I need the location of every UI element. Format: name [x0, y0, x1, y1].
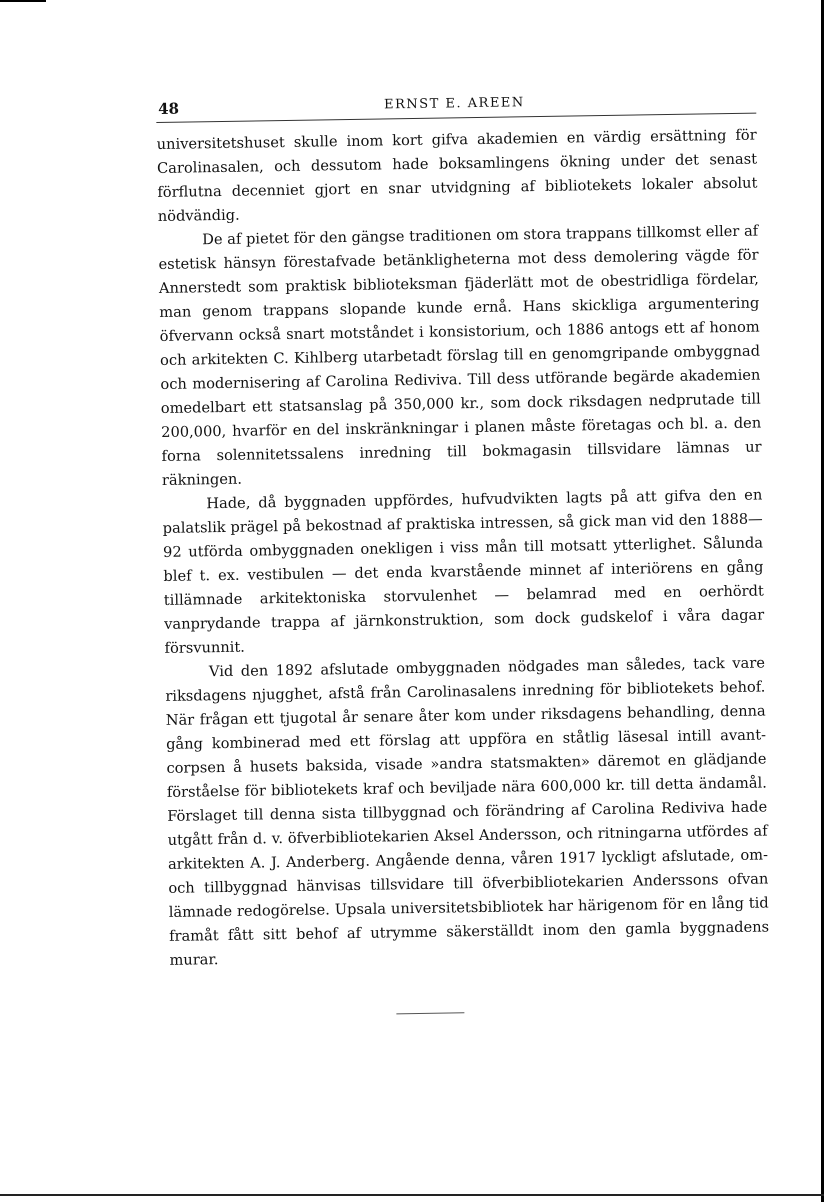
paragraph: De af pietet för den gängse traditionen om stora trappans tillkomst eller af estetisk hänsyn förestafvade betänkligheterna mot dess demolering vägde för Annerstedt som praktisk biblioteksman fjäderlätt mot de obestridliga fördelar, man genom trappans slopande kunde ernå. Hans skickliga argumentering öfvervann också snart motståndet i konsistorium, och 1886 antogs ett af honom och arkitekten C. Kihlberg utarbetadt förslag till en genomgripande ombyggnad och modernisering af Carolina Rediviva. Till dess utförande begärde akademien omedelbart ett statsanslag på 350,000 kr., som dock riksdagen nedprutade till 200,000, hvarför en del inskränkningar i planen måste företagas och bl. a. den forna solennitetssalens inredning till bokmagasin tillsvidare lämnas ur räkningen.	[158, 222, 762, 489]
paragraph-continued: universitetshuset skulle inom kort gifva akademien en värdig ersättning för Carolinasalen, och dessutom hade boksamlingens ökning under det senast förflutna decenniet gjort en snar utvidgning af bibliotekets lokaler absolut nödvändig.	[156, 126, 758, 225]
running-head: ERNST E. AREEN	[383, 95, 525, 113]
paragraph: Hade, då byggnaden uppfördes, hufvudvikten lagts på att gifva den en palatslik prägel på bekostnad af praktiska intressen, så gick man vid den 1888—92 utförda ombyggnaden onekligen i viss mån till motsatt ytterlighet. Sålunda blef t. ex. vestibulen — det enda kvarstående minnet af interiörens en gång tillämnade arkitektoniska storvulenhet — belamrad med en oerhördt vanprydande trappa af järnkonstruktion, som dock gudskelof i våra dagar försvunnit.	[162, 486, 765, 657]
body-text	[157, 124, 770, 973]
book-page	[156, 91, 770, 1018]
scan-edge-bottom	[0, 1194, 824, 1196]
paragraph: Vid den 1892 afslutade ombyggnaden nödgades man således, tack vare riksdagens njugghet, afstå från Carolinasalens inredning för bibliotekets behof. När frågan ett tjugotal år senare åter kom under riksdagens behandling, denna gång kombinerad med ett förslag att uppföra en ståtlig läsesal intill avant-corpsen å husets baksida, visade »andra statsmakten» däremot en glädjande förståelse för bibliotekets kraf och beviljade nära 600,000 kr. till detta ändamål. Förslaget till denna sista tillbyggnad och förändring af Carolina Rediviva hade utgått från d. v. öfverbibliotekarien Aksel Andersson, och ritningarna utfördes af arkitekten A. J. Anderberg. Angående denna, våren 1917 lyckligt afslutade, om- och tillbyggnad hänvisas tillsvidare till öfverbibliotekarien Anderssons ofvan lämnade redogörelse. Upsala universitetsbibliotek har härigenom för en lång tid framåt fått sitt behof af utrymme säkerställdt inom den gamla byggnadens murar.	[165, 654, 770, 969]
end-rule	[396, 1012, 464, 1014]
scan-edge-top	[0, 0, 46, 2]
page-number: 48	[157, 99, 180, 118]
page-header	[156, 91, 756, 123]
